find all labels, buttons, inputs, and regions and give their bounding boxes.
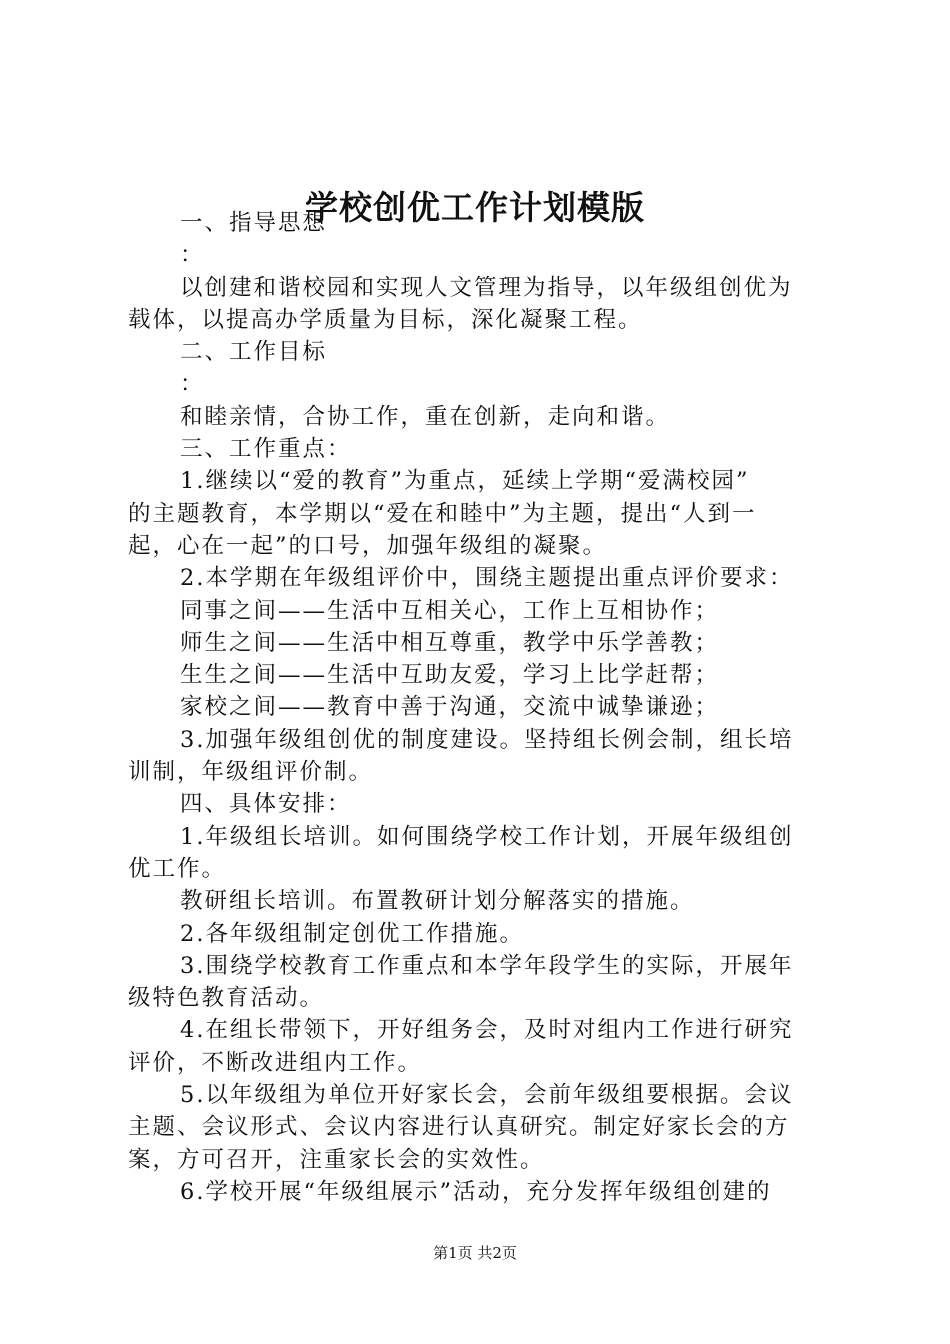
paragraph-line: 3.围绕学校教育工作重点和本学年段学生的实际，开展年 — [180, 952, 794, 979]
paragraph-line: 主题、会议形式、会议内容进行认真研究。制定好家长会的方 — [128, 1114, 790, 1141]
colon-line: ： — [180, 242, 205, 269]
paragraph-line: 起，心在一起”的口号，加强年级组的凝聚。 — [128, 532, 608, 559]
paragraph-line: 3.加强年级组创优的制度建设。坚持组长例会制，组长培 — [180, 726, 794, 753]
section-heading: 三、工作重点： — [180, 436, 352, 463]
paragraph-line: 5.以年级组为单位开好家长会，会前年级组要根据。会议 — [180, 1082, 794, 1109]
page-footer: 第1页 共2页 — [433, 1244, 517, 1262]
section-heading: 一、指导思想 — [180, 210, 328, 236]
paragraph-line: 的主题教育，本学期以“爱在和睦中”为主题，提出“人到一 — [128, 500, 757, 527]
paragraph-line: 评价，不断改进组内工作。 — [128, 1049, 423, 1076]
paragraph-line: 同事之间——生活中互相关心，工作上互相协作； — [180, 597, 720, 624]
paragraph-line: 训制，年级组评价制。 — [128, 759, 374, 786]
paragraph-line: 师生之间——生活中相互尊重，教学中乐学善教； — [180, 629, 720, 656]
paragraph-line: 级特色教育活动。 — [128, 985, 325, 1012]
paragraph-line: 案，方可召开，注重家长会的实效性。 — [128, 1146, 545, 1173]
paragraph-line: 和睦亲情，合协工作，重在创新，走向和谐。 — [180, 403, 671, 430]
paragraph-line: 1.继续以“爱的教育”为重点，延续上学期“爱满校园” — [180, 468, 750, 495]
paragraph-line: 6.学校开展“年级组展示”活动，充分发挥年级组创建的 — [180, 1178, 772, 1205]
paragraph-line: 2.本学期在年级组评价中，围绕主题提出重点评价要求： — [180, 565, 794, 592]
paragraph-line: 家校之间——教育中善于沟通，交流中诚挚谦逊； — [180, 694, 720, 721]
paragraph-line: 4.在组长带领下，开好组务会，及时对组内工作进行研究 — [180, 1017, 794, 1044]
paragraph-line: 优工作。 — [128, 855, 227, 882]
paragraph-line: 以创建和谐校园和实现人文管理为指导，以年级组创优为 — [180, 274, 793, 301]
section-heading: 二、工作目标 — [180, 339, 328, 366]
paragraph-line: 生生之间——生活中互助友爱，学习上比学赶帮； — [180, 662, 720, 689]
paragraph-line: 载体，以提高办学质量为目标，深化凝聚工程。 — [128, 306, 643, 333]
paragraph-line: 1.年级组长培训。如何围绕学校工作计划，开展年级组创 — [180, 823, 794, 850]
paragraph-line: 2.各年级组制定创优工作措施。 — [180, 920, 524, 947]
paragraph-line: 教研组长培训。布置教研计划分解落实的措施。 — [180, 888, 695, 915]
section-heading: 四、具体安排： — [180, 791, 352, 818]
document-body — [128, 207, 832, 1208]
document-title: 学校创优工作计划模版 — [305, 188, 645, 227]
colon-line: ： — [180, 371, 205, 398]
